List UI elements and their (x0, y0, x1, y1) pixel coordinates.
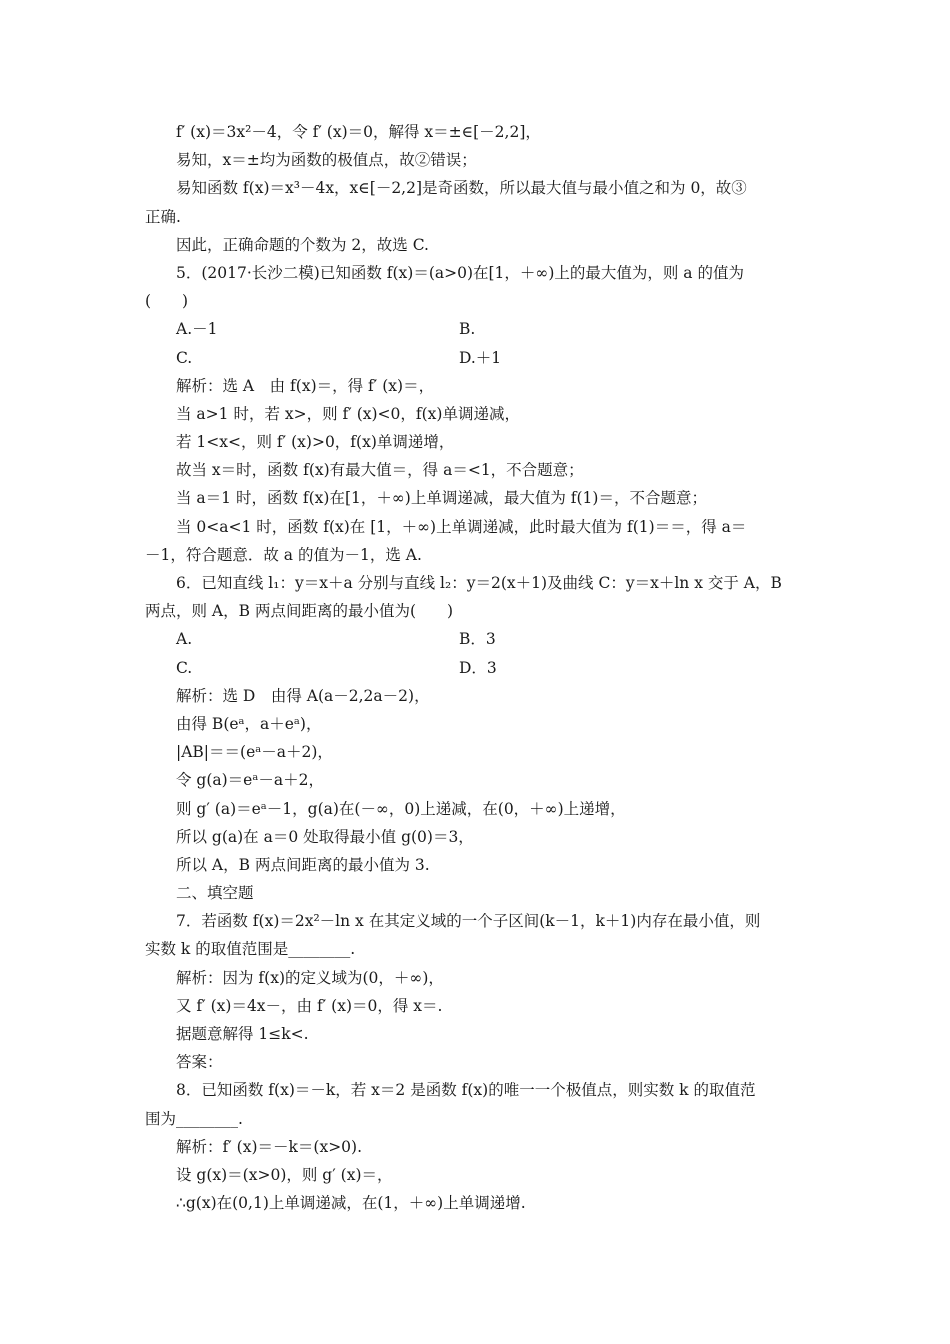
text-line: 易知函数 f(x)＝x³－4x，x∈[－2,2]是奇函数，所以最大值与最小值之和为 0，故③ (176, 179, 747, 198)
text-line: ∴g(x)在(0,1)上单调递减，在(1，＋∞)上单调递增. (176, 1194, 526, 1213)
text-line: 解析：f′ (x)＝－k＝(x>0). (176, 1137, 363, 1156)
option-right: D.＋1 (459, 348, 502, 367)
option-row (145, 625, 810, 653)
text-line: 6．已知直线 l₁：y＝x＋a 分别与直线 l₂：y＝2(x＋1)及曲线 C：y＝x＋ln x 交于 A，B (176, 574, 782, 592)
text-line: 解析：因为 f(x)的定义域为(0，＋∞)， (176, 968, 444, 987)
option-left: A.－1 (176, 320, 218, 339)
text-line: 令 g(a)＝eᵃ－a＋2， (176, 771, 324, 790)
text-line: 解析：选 D 由得 A(a－2,2a－2)， (176, 686, 430, 705)
text-line: 答案： (176, 1053, 223, 1072)
text-line: 解析：选 A 由 f(x)＝，得 f′ (x)＝， (176, 376, 435, 395)
text-line: 5．(2017·长沙二模)已知函数 f(x)＝(a>0)在[1，＋∞)上的最大值为，则 a 的值为 (176, 263, 744, 282)
text-line: 围为________. (145, 1109, 243, 1128)
option-right: B. (459, 320, 476, 339)
option-left: C. (176, 348, 193, 367)
text-line: 实数 k 的取值范围是________. (145, 940, 356, 959)
text-line: 所以 A，B 两点间距离的最小值为 3. (176, 855, 430, 874)
option-row (145, 344, 810, 372)
text-line: 则 g′ (a)＝eᵃ－1，g(a)在(－∞，0)上递减，在(0，＋∞)上递增， (176, 799, 626, 818)
text-line: 故当 x＝时，函数 f(x)有最大值＝，得 a＝<1，不合题意； (176, 461, 584, 480)
text-line: 当 a>1 时，若 x>，则 f′ (x)<0，f(x)单调递减， (176, 404, 520, 423)
text-line: 又 f′ (x)＝4x－，由 f′ (x)＝0，得 x＝. (176, 996, 443, 1015)
text-line: |AB|＝＝(eᵃ－a＋2)， (176, 743, 333, 762)
option-row (145, 315, 810, 343)
text-line: 若 1<x<，则 f′ (x)>0，f(x)单调递增， (176, 433, 455, 452)
text-line: 易知，x＝±均为函数的极值点，故②错误； (176, 151, 477, 170)
option-left: A. (176, 630, 193, 649)
text-line: 8．已知函数 f(x)＝－k，若 x＝2 是函数 f(x)的唯一一个极值点，则实数 k 的取值范 (176, 1081, 756, 1100)
text-line: 当 0<a<1 时，函数 f(x)在 [1，＋∞)上单调递减，此时最大值为 f(1)＝＝，得 a＝ (176, 517, 747, 536)
option-row (145, 654, 810, 682)
text-line: ( ) (145, 292, 189, 311)
text-line: 由得 B(eᵃ，a＋eᵃ)， (176, 714, 322, 733)
text-line: －1，符合题意．故 a 的值为－1，选 A. (145, 545, 422, 564)
option-right: B．3 (459, 630, 496, 649)
text-line: 当 a＝1 时，函数 f(x)在[1，＋∞)上单调递减，最大值为 f(1)＝，不合题意； (176, 489, 707, 508)
text-line: 正确. (145, 207, 181, 226)
option-right: D．3 (459, 658, 497, 677)
text-line: f′ (x)＝3x²－4，令 f′ (x)＝0，解得 x＝±∈[－2,2]， (176, 123, 541, 141)
option-left: C. (176, 658, 193, 677)
text-line: 两点，则 A，B 两点间距离的最小值为( ) (145, 602, 454, 621)
text-line: 据题意解得 1≤k<. (176, 1025, 309, 1043)
text-line: 7．若函数 f(x)＝2x²－ln x 在其定义域的一个子区间(k－1，k＋1)内存在最小值，则 (176, 912, 761, 931)
text-line: 二、填空题 (176, 884, 254, 903)
text-line: 因此，正确命题的个数为 2，故选 C. (176, 235, 429, 254)
document-page (145, 118, 810, 1217)
text-line: 设 g(x)＝(x>0)，则 g′ (x)＝， (176, 1165, 393, 1184)
text-line: 所以 g(a)在 a＝0 处取得最小值 g(0)＝3， (176, 827, 474, 846)
